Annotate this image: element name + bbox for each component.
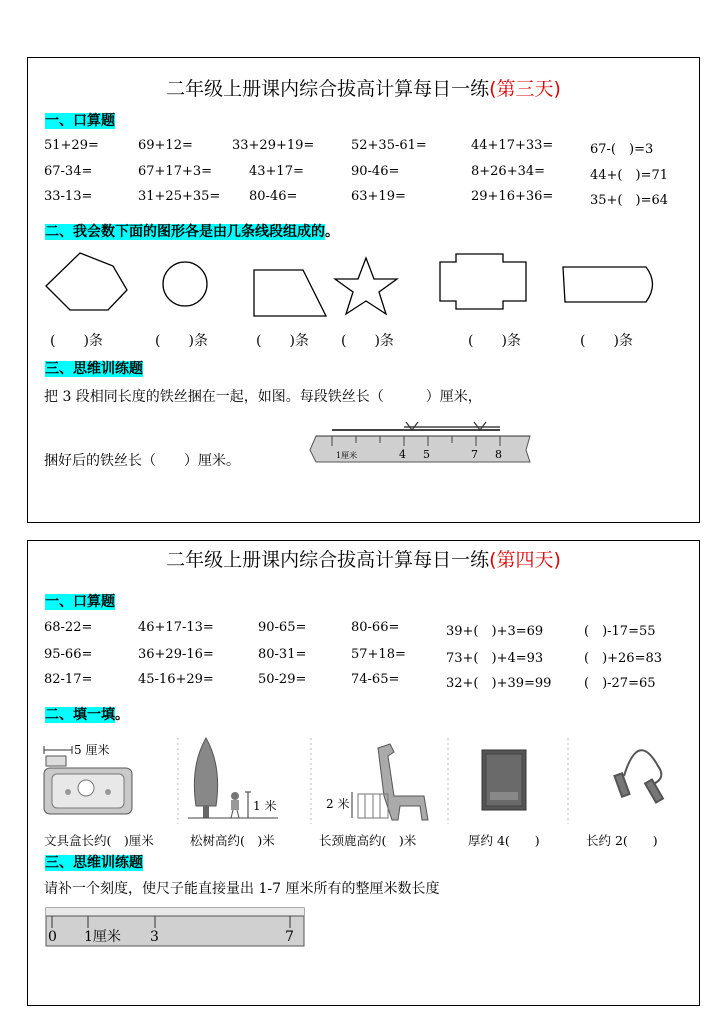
section-mental-math: 一、口算题 — [45, 594, 115, 610]
problem: 63+19= — [351, 189, 406, 204]
problem: ( )-27=65 — [584, 676, 656, 691]
question-text: 请补一个刻度，使尺子能直接量出 1-7 厘米所有的整厘米数长度 — [44, 881, 440, 897]
pentagon-shape — [46, 253, 127, 310]
section-fill-in: 二、填一填。 — [45, 707, 129, 723]
problem: 43+17= — [249, 164, 304, 179]
ruler-label: 1厘米 — [336, 451, 358, 460]
dictionary-icon — [482, 750, 526, 810]
answer-blank: 文具盒长约( )厘米 — [44, 833, 154, 848]
problem: 39+( )+3=69 — [446, 624, 544, 639]
problem: 33-13= — [44, 189, 93, 204]
problem: 50-29= — [258, 672, 307, 687]
problem: 80-66= — [351, 620, 400, 635]
ruler-wire-figure — [298, 418, 538, 468]
blank: ( )条 — [155, 333, 208, 349]
title-day: (第三天) — [489, 78, 561, 100]
problem: 32+( )+39=99 — [446, 676, 552, 691]
wire-knot-icon — [406, 422, 486, 430]
problem: 57+18= — [351, 647, 406, 662]
problem: 73+( )+4=93 — [446, 651, 544, 666]
problem: 44+17+33= — [471, 138, 554, 153]
problem: 82-17= — [44, 672, 93, 687]
ruler-label: 4 — [399, 448, 406, 461]
tab-shape — [563, 267, 653, 302]
problem: 52+35-61= — [351, 138, 427, 153]
blank: ( )条 — [580, 333, 633, 349]
blank: ( )条 — [468, 333, 521, 349]
child-icon — [231, 792, 251, 818]
worksheet-day4 — [27, 540, 700, 1006]
ruler-label: 1厘米 — [84, 929, 121, 945]
jump-rope-icon — [614, 750, 662, 802]
worksheet-day3 — [27, 57, 700, 523]
problem: 51+29= — [44, 138, 99, 153]
ruler-label: 7 — [285, 929, 294, 945]
problem: 36+29-16= — [138, 647, 214, 662]
ruler-label: 8 — [495, 448, 502, 461]
problem: ( )-17=55 — [584, 624, 656, 639]
section-thinking: 三、思维训练题 — [45, 855, 143, 871]
ruler-label: 3 — [150, 929, 159, 945]
ruler-label: 7 — [471, 448, 478, 461]
problem: 31+25+35= — [138, 189, 221, 204]
problem: 67-34= — [44, 164, 93, 179]
circle-shape — [163, 262, 207, 306]
problem: 80-46= — [249, 189, 298, 204]
problem: 46+17-13= — [138, 620, 214, 635]
problem: 90-46= — [351, 164, 400, 179]
problem: 44+( )=71 — [590, 168, 669, 183]
problem: 45-16+29= — [138, 672, 214, 687]
cross-shape — [440, 254, 526, 309]
problem: 29+16+36= — [471, 189, 554, 204]
problem: 90-65= — [258, 620, 307, 635]
problem: 69+12= — [138, 138, 193, 153]
title-main: 二年级上册课内综合拔高计算每日一练 — [166, 549, 490, 571]
ruler-label: 0 — [48, 929, 57, 945]
fence-height-label: 2 米 — [326, 797, 350, 811]
problem: 68-22= — [44, 620, 93, 635]
question-line-1: 把 3 段相同长度的铁丝捆在一起，如图。每段铁丝长（ ）厘米， — [44, 389, 482, 405]
pencil-box-length-label: 5 厘米 — [74, 743, 110, 757]
answer-blank: 厚约 4( ) — [468, 833, 540, 848]
problem: 74-65= — [351, 672, 400, 687]
giraffe-icon — [352, 744, 428, 820]
answer-blank: 松树高约( )米 — [190, 833, 275, 848]
problem: 35+( )=64 — [590, 193, 669, 208]
shapes-figure — [28, 248, 698, 318]
answer-blank: 长颈鹿高约( )米 — [319, 833, 417, 848]
problem: 95-66= — [44, 647, 93, 662]
answer-blank: 长约 2( ) — [586, 833, 658, 848]
title-day: (第四天) — [489, 549, 561, 571]
problem: 80-31= — [258, 647, 307, 662]
problem: 8+26+34= — [471, 164, 546, 179]
page-title — [28, 74, 699, 101]
child-height-label: 1 米 — [253, 799, 277, 813]
section-thinking: 三、思维训练题 — [45, 361, 143, 377]
title-main: 二年级上册课内综合拔高计算每日一练 — [166, 78, 490, 100]
trapezoid-shape — [254, 270, 326, 316]
question-line-2: 捆好后的铁丝长（ ）厘米。 — [44, 453, 240, 469]
section-count-segments: 二、我会数下面的图形各是由几条线段组成的。 — [45, 224, 339, 240]
page-title — [28, 545, 699, 572]
star-shape — [335, 258, 397, 314]
ruler-figure — [44, 906, 309, 951]
blank: ( )条 — [256, 333, 309, 349]
section-mental-math: 一、口算题 — [45, 113, 115, 129]
problem: 67-( )=3 — [590, 142, 654, 157]
problem: 67+17+3= — [138, 164, 213, 179]
problem: 33+29+19= — [232, 138, 315, 153]
problem: ( )+26=83 — [584, 651, 663, 666]
blank: ( )条 — [341, 333, 394, 349]
ruler-label: 5 — [423, 448, 430, 461]
blank: ( )条 — [50, 333, 103, 349]
fill-in-pictures — [28, 736, 698, 826]
